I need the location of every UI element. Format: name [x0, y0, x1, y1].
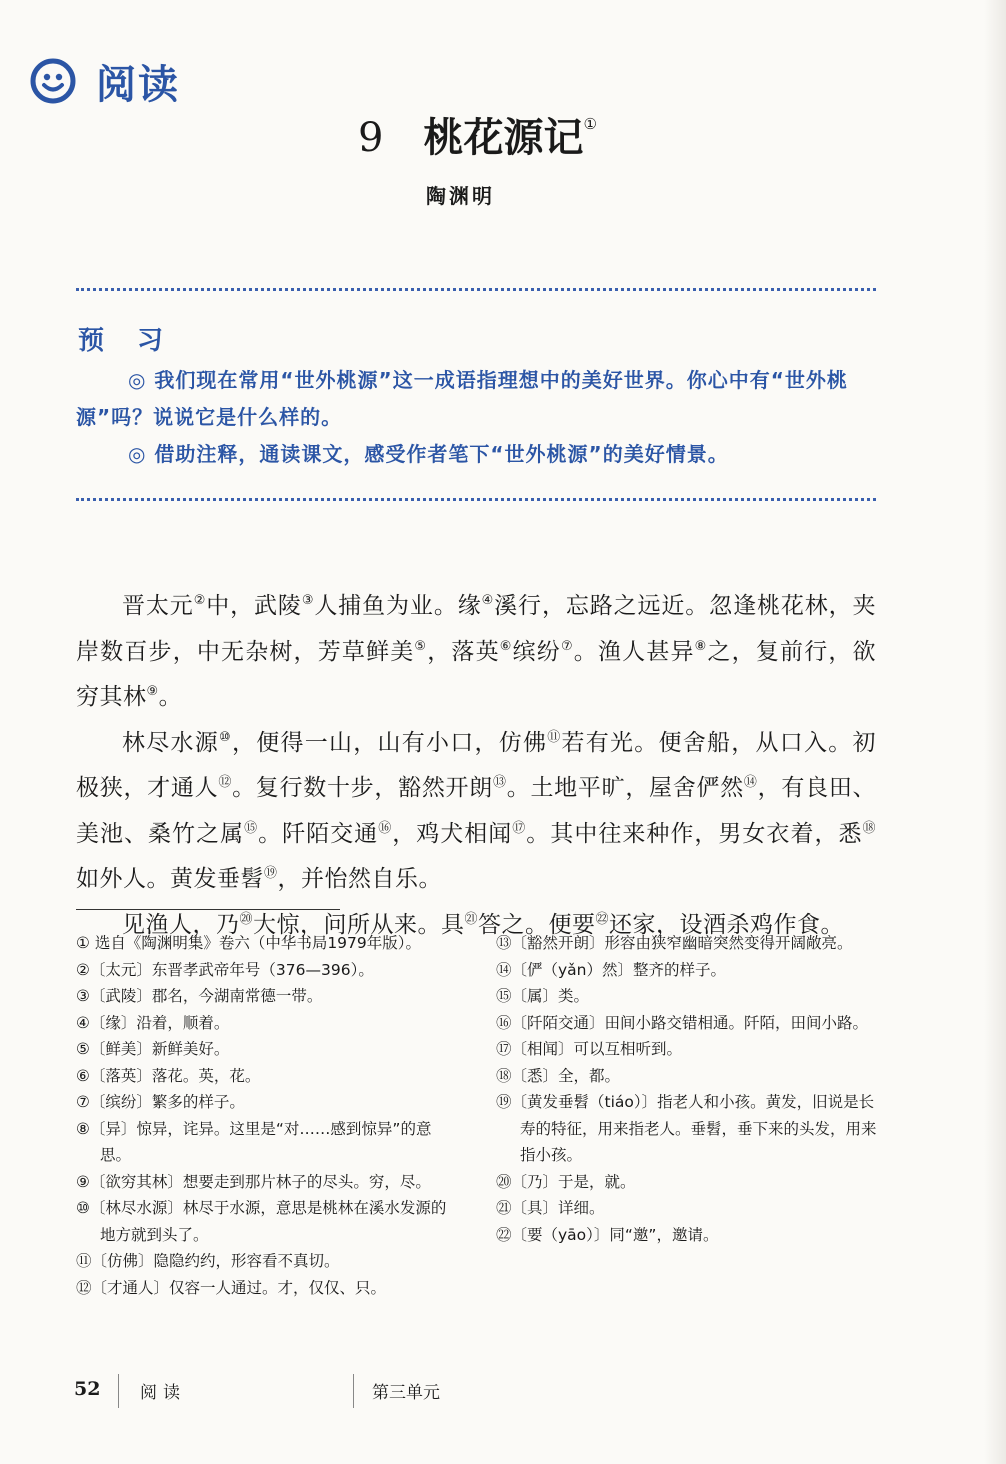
footnote: ⑪〔仿佛〕隐隐约约，形容看不真切。 — [76, 1252, 340, 1270]
footer-separator — [353, 1374, 354, 1408]
footnote: ⑱〔悉〕全，都。 — [496, 1066, 621, 1085]
preview-item: ◎ 借助注释，通读课文，感受作者笔下“世外桃源”的美好情景。 — [128, 442, 729, 466]
footnote: ⑰〔相闻〕可以互相听到。 — [496, 1040, 683, 1058]
footnote: ⑫〔才通人〕仅容一人通过。才，仅仅、只。 — [76, 1278, 387, 1297]
footer-section: 阅读 — [140, 1383, 186, 1403]
notes-right — [496, 930, 880, 1248]
footnote-rule — [76, 909, 340, 910]
footnote: ⑤〔鲜美〕新鲜美好。 — [76, 1040, 230, 1058]
footnote: ⑥〔落英〕落花。英，花。 — [76, 1066, 261, 1085]
footnote: ⑨〔欲穷其林〕想要走到那片林子的尽头。穷，尽。 — [76, 1172, 431, 1191]
footer-separator — [118, 1374, 119, 1408]
page-number: 52 — [74, 1378, 101, 1400]
footnote: ⑦〔缤纷〕繁多的样子。 — [76, 1093, 245, 1111]
preview-item: ◎ 我们现在常用“世外桃源”这一成语指理想中的美好世界。你心中有“世外桃源”吗？说说它是什么样的。 — [76, 368, 848, 429]
notes-left — [76, 930, 460, 1301]
footnote: ②〔太元〕东晋孝武帝年号（376—396）。 — [76, 960, 374, 979]
paragraph: 晋太元②中，武陵③人捕鱼为业。缘④溪行，忘路之远近。忽逢桃花林，夹岸数百步，中无杂树，芳草鲜美⑤，落英⑥缤纷⑦。渔人甚异⑧之，复前行，欲穷其林⑨。 — [76, 593, 877, 710]
footnote: ⑳〔乃〕于是，就。 — [496, 1172, 636, 1191]
footnote: ⑩〔林尽水源〕林尽于水源，意思是桃林在溪水发源的地方就到头了。 — [76, 1199, 447, 1244]
footnote-mark: ① — [583, 115, 597, 133]
preview-items — [76, 362, 876, 473]
section-header — [30, 56, 180, 106]
paragraph: 见渔人，乃⑳大惊，问所从来。具$^㉑$答之。便要$^㉒$还家，设酒杀鸡作食。 — [122, 911, 845, 938]
page-edge-shadow — [984, 0, 1006, 1464]
author: 陶渊明 — [426, 184, 495, 208]
footnote: ① 选自《陶渊明集》卷六（中华书局1979年版）。 — [76, 934, 422, 952]
main-text — [76, 584, 876, 948]
lesson-title — [358, 106, 597, 163]
footnote: ⑭〔俨（yǎn）然〕整齐的样子。 — [496, 960, 726, 979]
footer-unit: 第三单元 — [372, 1383, 440, 1403]
section-title: 阅读 — [96, 61, 180, 108]
footnote: ⑯〔阡陌交通〕田间小路交错相通。阡陌，田间小路。 — [496, 1013, 869, 1032]
footnote: ⑲〔黄发垂髫（tiáo）〕指老人和小孩。黄发，旧说是长寿的特征，用来指老人。垂髫，垂下来的头发，用来指小孩。 — [496, 1093, 877, 1164]
footnote: ⑧〔异〕惊异，诧异。这里是“对……感到惊异”的意思。 — [76, 1119, 432, 1164]
divider-bottom — [76, 498, 876, 501]
footnote: ㉒〔要（yāo）〕同“邀”，邀请。 — [496, 1225, 719, 1244]
preview-heading: 预 习 — [78, 326, 176, 356]
footnote: ㉑〔具〕详细。 — [496, 1199, 605, 1217]
lesson-title-text: 桃花源记 — [423, 115, 584, 161]
footnote: ⑬〔豁然开朗〕形容由狭窄幽暗突然变得开阔敞亮。 — [496, 934, 853, 952]
divider-top — [76, 288, 876, 291]
footnote: ③〔武陵〕郡名，今湖南常德一带。 — [76, 987, 323, 1005]
paragraph: 林尽水源⑩，便得一山，山有小口，仿佛⑪若有光。便舍船，从口入。初极狭，才通人⑫。复行数十步，豁然开朗⑬。土地平旷，屋舍俨然⑭，有良田、美池、桑竹之属⑮。阡陌交通⑯，鸡犬相闻⑰。其中往来种作，男女衣着，悉⑱如外人。黄发垂髫⑲，并怡然自乐。 — [76, 729, 877, 892]
lesson-number: 9 — [358, 115, 384, 161]
footnote: ④〔缘〕沿着，顺着。 — [76, 1013, 230, 1032]
footnote: ⑮〔属〕类。 — [496, 987, 590, 1005]
smiley-icon — [30, 58, 76, 104]
